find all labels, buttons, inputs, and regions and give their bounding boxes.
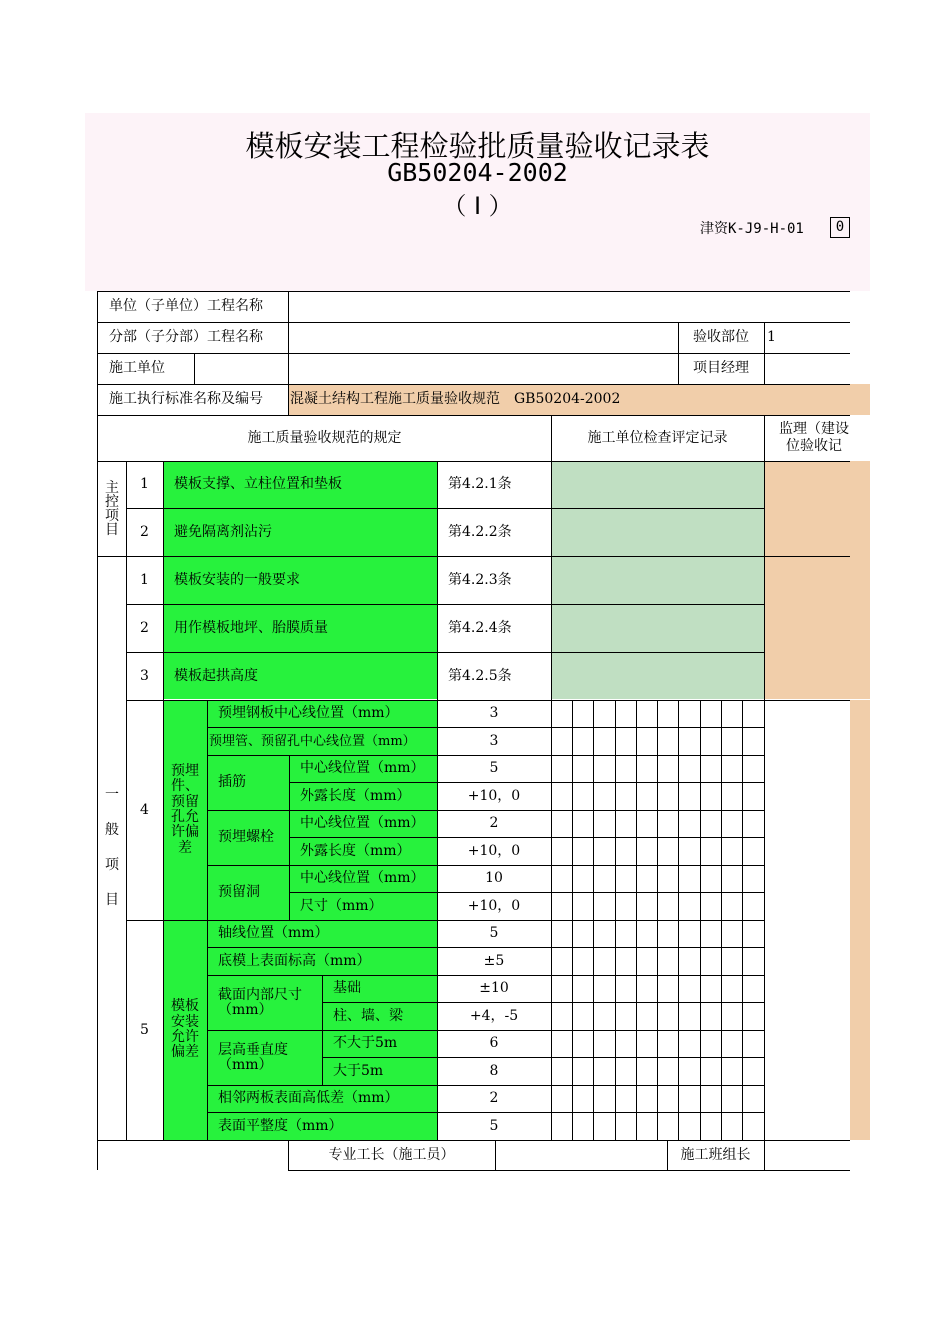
vertical-label: 层高垂直度（mm）	[218, 1041, 288, 1073]
tolerance-value: ±5	[483, 952, 505, 969]
grid-line	[322, 1002, 764, 1003]
grid-line	[126, 652, 764, 653]
grid-line	[742, 700, 743, 1140]
grid-line	[657, 700, 658, 1140]
group4-label: 预埋 件、 预留 孔允 许偏 差	[171, 762, 199, 856]
grid-line	[667, 1140, 668, 1170]
tolerance-value: 3	[489, 705, 499, 722]
project-manager-label: 项目经理	[693, 360, 749, 377]
grid-line	[495, 1140, 496, 1170]
grid-line	[437, 461, 438, 1140]
general-item-clause: 第4.2.4条	[448, 619, 512, 636]
acceptance-part-label: 验收部位	[693, 329, 749, 346]
group5-no: 5	[140, 1021, 149, 1038]
tolerance-value: +10，0	[467, 842, 521, 859]
grid-line	[207, 1085, 764, 1086]
tolerance-value: +10，0	[467, 897, 521, 914]
grid-line	[636, 700, 637, 1140]
grid-line	[764, 322, 765, 384]
tolerance-value: 5	[489, 925, 499, 942]
part-number: （ Ⅰ ）	[442, 192, 513, 220]
tolerance-name: 柱、墙、梁	[333, 1007, 403, 1024]
doc-number-box[interactable]: 0	[830, 217, 850, 238]
grid-line	[97, 556, 850, 557]
general-item-no: 3	[140, 667, 149, 684]
grid-line	[322, 975, 323, 1085]
general-item-no: 2	[140, 619, 149, 636]
grid-line	[207, 755, 764, 756]
foreman-field[interactable]	[495, 1140, 667, 1170]
tolerance-value: 2	[489, 1090, 499, 1107]
grid-line	[764, 1140, 765, 1170]
tolerance-value: 2	[489, 815, 499, 832]
contractor-field[interactable]	[194, 353, 678, 384]
main-item-clause: 第4.2.2条	[448, 523, 512, 540]
grid-line	[97, 461, 850, 462]
grid-line	[163, 461, 164, 1140]
page-title: 模板安装工程检验批质量验收记录表	[245, 129, 710, 163]
grid-line	[126, 508, 764, 509]
sub-project-field[interactable]	[288, 322, 678, 353]
doc-number: 津资K-J9-H-01	[700, 221, 804, 237]
grid-line	[322, 1057, 764, 1058]
grid-line	[207, 1030, 764, 1031]
grid-line	[572, 700, 573, 1140]
grid-line	[615, 700, 616, 1140]
unit-project-field[interactable]	[288, 291, 850, 322]
grid-line	[207, 865, 764, 866]
tolerance-name: 预埋管、预留孔中心线位置（mm）	[209, 733, 416, 749]
bar-label: 插筋	[218, 774, 246, 791]
grid-line	[207, 1112, 764, 1113]
general-items-label: 一 般 项 目	[105, 786, 119, 908]
grid-line	[764, 700, 765, 1140]
grid-line	[593, 700, 594, 1140]
general-item-desc: 模板安装的一般要求	[174, 571, 300, 588]
grid-line	[97, 1140, 850, 1141]
project-manager-field[interactable]	[764, 353, 850, 384]
grid-line	[126, 920, 764, 921]
supervisor-record-header: 监理（建设 位验收记	[779, 421, 849, 454]
hole-label: 预留洞	[218, 884, 260, 901]
tolerance-name: 大于5m	[333, 1062, 384, 1079]
main-item-clause: 第4.2.1条	[448, 476, 512, 493]
grid-line	[97, 353, 850, 354]
bolt-label: 预埋螺栓	[218, 829, 274, 846]
tolerance-name: 尺寸（mm）	[300, 897, 383, 914]
grid-line	[207, 700, 208, 1140]
supervisor-side-strip	[850, 700, 870, 1140]
grid-line	[207, 947, 764, 948]
grid-line	[289, 892, 764, 893]
grid-line	[678, 700, 679, 1140]
grid-line	[288, 291, 289, 415]
grid-line	[721, 700, 722, 1140]
grid-line	[764, 415, 765, 700]
tolerance-name: 相邻两板表面高低差（mm）	[218, 1090, 399, 1107]
standard-field[interactable]: 混凝土结构工程施工质量验收规范 GB50204-2002	[290, 391, 621, 408]
spec-header: 施工质量验收规范的规定	[247, 429, 402, 446]
grid-line	[194, 353, 195, 384]
standard-code: GB50204-2002	[387, 158, 568, 187]
grid-line	[97, 322, 850, 323]
tolerance-value: 10	[485, 870, 503, 887]
standard-label: 施工执行标准名称及编号	[109, 391, 263, 408]
tolerance-name: 外露长度（mm）	[300, 842, 411, 859]
tolerance-name: 表面平整度（mm）	[218, 1117, 343, 1134]
group5-label: 模板 安装 允许 偏差	[171, 998, 199, 1061]
grid-line	[288, 1170, 850, 1171]
main-item-no: 1	[140, 476, 149, 493]
main-item-desc: 避免隔离剂沾污	[174, 523, 272, 540]
grid-line	[207, 727, 764, 728]
grid-line	[700, 700, 701, 1140]
grid-line	[289, 755, 290, 920]
tolerance-value: +4，-5	[469, 1007, 519, 1024]
team-leader-label: 施工班组长	[680, 1146, 751, 1163]
contractor-record-header: 施工单位检查评定记录	[587, 429, 728, 446]
general-item-clause: 第4.2.3条	[448, 571, 512, 588]
tolerance-value: 3	[489, 732, 499, 749]
grid-line	[97, 384, 850, 385]
foreman-label: 专业工长（施工员）	[328, 1146, 455, 1163]
tolerance-value: 5	[489, 1117, 499, 1134]
main-item-desc: 模板支撑、立柱位置和垫板	[174, 476, 342, 493]
tolerance-value: 8	[489, 1062, 499, 1079]
contractor-label: 施工单位	[109, 360, 165, 377]
grid-line	[207, 975, 764, 976]
tolerance-value: 5	[489, 760, 499, 777]
grid-line	[126, 461, 127, 1140]
tolerance-value: +10，0	[467, 787, 521, 804]
group4-no: 4	[140, 801, 149, 818]
tolerance-name: 中心线位置（mm）	[300, 870, 425, 887]
general-item-desc: 用作模板地坪、胎膜质量	[174, 619, 328, 636]
grid-line	[678, 322, 679, 384]
contractor-record-area	[551, 461, 764, 699]
grid-line	[126, 604, 764, 605]
tolerance-name: 底模上表面标高（mm）	[218, 952, 371, 969]
supervisor-record-area	[764, 461, 870, 699]
grid-line	[288, 1140, 289, 1170]
tolerance-name: 不大于5m	[333, 1035, 398, 1052]
grid-line	[289, 782, 764, 783]
tolerance-value: ±10	[479, 980, 509, 997]
tolerance-name: 中心线位置（mm）	[300, 760, 425, 777]
general-item-desc: 模板起拱高度	[174, 667, 258, 684]
grid-line	[207, 810, 764, 811]
general-item-clause: 第4.2.5条	[448, 667, 512, 684]
acceptance-part-field[interactable]: 1	[767, 329, 776, 346]
main-item-no: 2	[140, 523, 149, 540]
grid-line	[289, 837, 764, 838]
unit-project-label: 单位（子单位）工程名称	[109, 298, 263, 315]
team-leader-field[interactable]	[764, 1140, 850, 1170]
tolerance-name: 外露长度（mm）	[300, 787, 411, 804]
grid-line	[97, 415, 850, 416]
tolerance-name: 预埋钢板中心线位置（mm）	[218, 705, 399, 722]
sub-project-label: 分部（子分部）工程名称	[109, 329, 263, 346]
tolerance-name: 中心线位置（mm）	[300, 815, 425, 832]
tolerance-value: 6	[489, 1035, 499, 1052]
section-label: 截面内部尺寸（mm）	[218, 986, 302, 1018]
grid-line	[97, 291, 850, 292]
grid-line	[551, 415, 552, 1140]
general-item-no: 1	[140, 571, 149, 588]
main-items-label: 主 控 项 目	[105, 479, 119, 538]
tolerance-name: 轴线位置（mm）	[218, 925, 329, 942]
tolerance-name: 基础	[333, 980, 361, 997]
grid-line	[97, 291, 98, 1170]
